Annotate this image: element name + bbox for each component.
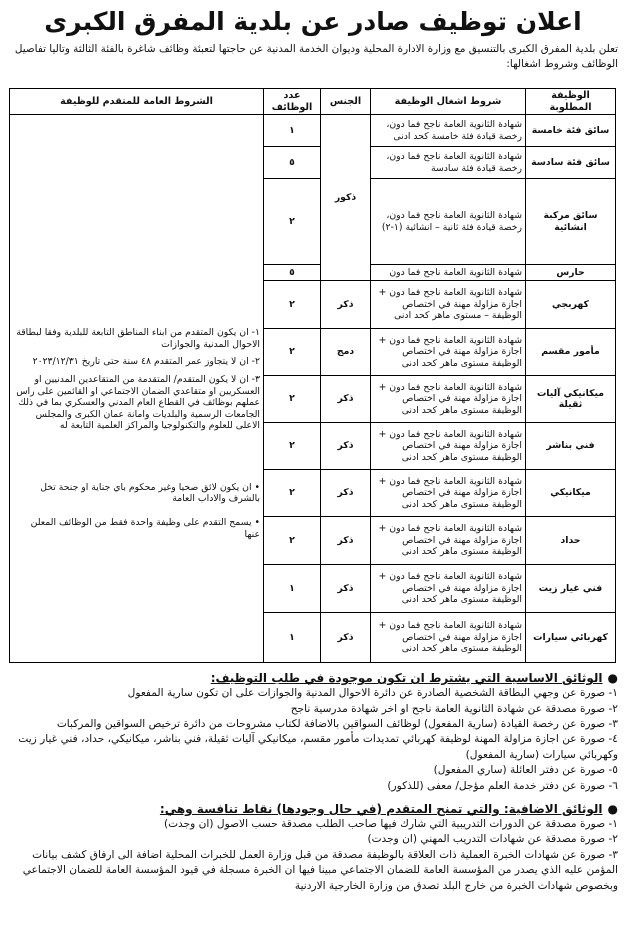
job-conditions: شهادة الثانوية العامة ناجح فما دون + اجازة مزاولة مهنة في اختصاص الوظيفة مستوى ماهر كحد ادنى bbox=[371, 517, 526, 565]
job-count: ٥ bbox=[264, 147, 321, 179]
job-name: سائق فئة سادسة bbox=[526, 147, 616, 179]
job-name: كهربجي bbox=[526, 281, 616, 329]
header-count: عدد الوظائف bbox=[264, 89, 321, 115]
job-name: سائق فئة خامسة bbox=[526, 115, 616, 147]
table-row bbox=[10, 115, 616, 147]
required-documents-section bbox=[4, 670, 622, 794]
job-conditions: شهادة الثانوية العامة ناجح فما دون + اجازة مزاولة مهنة في اختصاص الوظيفة مستوى ماهر كحد ادنى bbox=[371, 329, 526, 376]
job-gender: ذكر bbox=[321, 281, 371, 329]
job-gender: ذكر bbox=[321, 613, 371, 663]
document-item: ٣- صورة عن شهادات الخبرة العملية ذات العلاقة بالوظيفة مصدقة من قبل وزارة العمل للخبرات المحلية اضافة الى ارفاق كشف بيانات المؤمن عليه الذي يصدر من المؤسسة العامة للضمان الاجتماعي مبينا فيها ان الخبرة مسجلة في قيود المؤسسة العامة للضمان الاجتماعي وبخصوص شهادات الخبرة من خارج البلد تصدق من وزارة الخارجية الاردنية bbox=[22, 848, 618, 892]
job-count: ٢ bbox=[264, 281, 321, 329]
job-name: ميكانيكي bbox=[526, 470, 616, 517]
job-conditions: شهادة الثانوية العامة ناجح فما دون + اجازة مزاولة مهنة في اختصاص الوظيفة مستوى ماهر كحد ادنى bbox=[371, 565, 526, 613]
document-item: ٤- صورة عن اجازة مزاولة المهنة لوظيفة كهربائي تمديدات مأمور مقسم، ميكانيكي آليات ثقيلة، فني بناشر، ميكانيكي، حداد، فني غيار زيت وكهربائي سيارات (سارية المفعول) bbox=[18, 733, 618, 761]
job-count: ٢ bbox=[264, 329, 321, 376]
document-item: ١- صورة عن وجهي البطاقة الشخصية الصادرة عن دائرة الاحوال المدنية والجوازات على ان تكون سارية المفعول bbox=[127, 687, 618, 700]
job-count: ٢ bbox=[264, 517, 321, 565]
job-name: مأمور مقسم bbox=[526, 329, 616, 376]
job-gender: ذكر bbox=[321, 470, 371, 517]
job-name: حارس bbox=[526, 265, 616, 281]
announcement-title: اعلان توظيف صادر عن بلدية المفرق الكبرى bbox=[44, 7, 582, 36]
announcement-page bbox=[4, 4, 622, 921]
general-condition: • ان يكون لائق صحيا وغير محكوم باي جناية او جنحة تخل بالشرف والاداب العامة bbox=[40, 481, 260, 505]
job-count: ١ bbox=[264, 115, 321, 147]
job-conditions: شهادة الثانوية العامة ناجح فما دون + اجازة مزاولة مهنة في اختصاص الوظيفة مستوى ماهر كحد ادنى bbox=[371, 423, 526, 470]
general-condition: ٢- ان لا يتجاوز عمر المتقدم ٤٨ سنة حتى تاريخ ٢٠٢٣/١٢/٣١ bbox=[32, 356, 260, 368]
document-item: ٦- صورة عن دفتر خدمة العلم مؤجل/ معفى (للذكور) bbox=[387, 779, 618, 792]
bullet-icon: ● bbox=[607, 802, 618, 817]
job-conditions: شهادة الثانوية العامة ناجح فما دون bbox=[371, 265, 526, 281]
general-condition: ١- ان يكون المتقدم من ابناء المناطق التابعة للبلدية وفقا لبطاقة الاحوال المدنية والجوازات bbox=[16, 327, 260, 350]
job-count: ١ bbox=[264, 613, 321, 663]
job-count: ٥ bbox=[264, 265, 321, 281]
announcement-intro: تعلن بلدية المفرق الكبرى بالتنسيق مع وزارة الادارة المحلية وديوان الخدمة المدنية عن حاجتها لتعبئة وظائف شاغرة بالفئة الثالثة وتاليا تفاصيل الوظائف وشروط اشغالها: bbox=[14, 43, 618, 70]
additional-documents-title: ●الوثائق الاضافية: والتي تمنح المتقدم (في حال وجودها) نقاط تنافسة وهي: bbox=[159, 802, 618, 817]
job-count: ٢ bbox=[264, 423, 321, 470]
job-gender: دمج bbox=[321, 329, 371, 376]
job-gender: ذكر bbox=[321, 423, 371, 470]
general-condition: • يسمح التقدم على وظيفة واحدة فقط من الوظائف المعلن عنها bbox=[30, 517, 260, 540]
document-item: ٢- صورة مصدقة عن شهادة الثانوية العامة ناجح او اخر شهادة مدرسية ناجح bbox=[290, 702, 618, 715]
job-gender: ذكر bbox=[321, 517, 371, 565]
job-conditions: شهادة الثانوية العامة ناجح فما دون + اجازة مزاولة مهنة في اختصاص الوظيفة – مستوى ماهر كحد ادنى bbox=[371, 281, 526, 329]
job-name: كهربائي سيارات bbox=[526, 613, 616, 663]
job-conditions: شهادة الثانوية العامة ناجح فما دون، رخصة قيادة فئة سادسة bbox=[371, 147, 526, 179]
header-gender: الجنس bbox=[321, 89, 371, 115]
bullet-icon: ● bbox=[607, 671, 618, 686]
job-gender-merged: ذكور bbox=[321, 115, 371, 281]
table-header-row bbox=[10, 89, 616, 115]
document-item: ١- صورة مصدقة عن الدورات التدريبية التي شارك فيها صاحب الطلب مصدقة حسب الاصول (ان وجدت) bbox=[163, 818, 618, 831]
job-conditions: شهادة الثانوية العامة ناجح فما دون + اجازة مزاولة مهنة في اختصاص الوظيفة مستوى ماهر كحد ادنى bbox=[371, 470, 526, 517]
job-name: سائق مركبة انشائية bbox=[526, 179, 616, 265]
document-item: ٢- صورة مصدقة عن شهادات التدريب المهني (ان وجدت) bbox=[367, 833, 618, 846]
document-item: ٥- صورة عن دفتر العائلة (ساري المفعول) bbox=[433, 764, 618, 777]
header-job: الوظيفة المطلوبة bbox=[526, 89, 616, 115]
job-count: ١ bbox=[264, 565, 321, 613]
job-gender: ذكر bbox=[321, 376, 371, 423]
job-conditions: شهادة الثانوية العامة ناجح فما دون، رخصة قيادة فئة خامسة كحد ادنى bbox=[371, 115, 526, 147]
general-condition: ٣- ان لا يكون المتقدم/ المتقدمة من المتقاعدين المدنيين او العسكريين او متقاعدي الضمان الاجتماعي او القائمين على راس عملهم بوظائف في القطاع العام المدني والعسكري بما في ذلك الجامعات الرسمية والبلديات وامانة عمان الكبرى والمجلس الاعلى للعلوم والتكنولوجيا والمراكز العلمية التابعة له bbox=[16, 373, 260, 432]
header-general: الشروط العامة للمتقدم للوظيفة bbox=[10, 89, 264, 115]
job-name: حداد bbox=[526, 517, 616, 565]
job-count: ٢ bbox=[264, 179, 321, 265]
header-conditions: شروط اشغال الوظيفة bbox=[371, 89, 526, 115]
job-conditions: شهادة الثانوية العامة ناجح فما دون، رخصة قيادة فئة ثانية – انشائية (١-٢) bbox=[371, 179, 526, 265]
job-gender: ذكر bbox=[321, 565, 371, 613]
job-conditions: شهادة الثانوية العامة ناجح فما دون + اجازة مزاولة مهنة في اختصاص الوظيفة مستوى ماهر كحد ادنى bbox=[371, 613, 526, 663]
job-name: ميكانيكي آليات ثقيلة bbox=[526, 376, 616, 423]
additional-documents-section bbox=[4, 801, 622, 894]
document-item: ٣- صورة عن رخصة القيادة (سارية المفعول) لوظائف السواقين بالاضافة لكتاب مشروحات من دائرة ترخيص السواقين والمركبات bbox=[56, 718, 618, 730]
required-documents-title: ●الوثائق الاساسية التي يشترط ان تكون موجودة في طلب التوظيف: bbox=[210, 671, 618, 686]
job-conditions: شهادة الثانوية العامة ناجح فما دون + اجازة مزاولة مهنة في اختصاص الوظيفة مستوى ماهر كحد ادنى bbox=[371, 376, 526, 423]
job-name: فني بناشر bbox=[526, 423, 616, 470]
job-count: ٢ bbox=[264, 470, 321, 517]
job-count: ٢ bbox=[264, 376, 321, 423]
general-conditions bbox=[10, 115, 264, 663]
job-name: فني غيار زيت bbox=[526, 565, 616, 613]
jobs-table bbox=[9, 88, 616, 663]
